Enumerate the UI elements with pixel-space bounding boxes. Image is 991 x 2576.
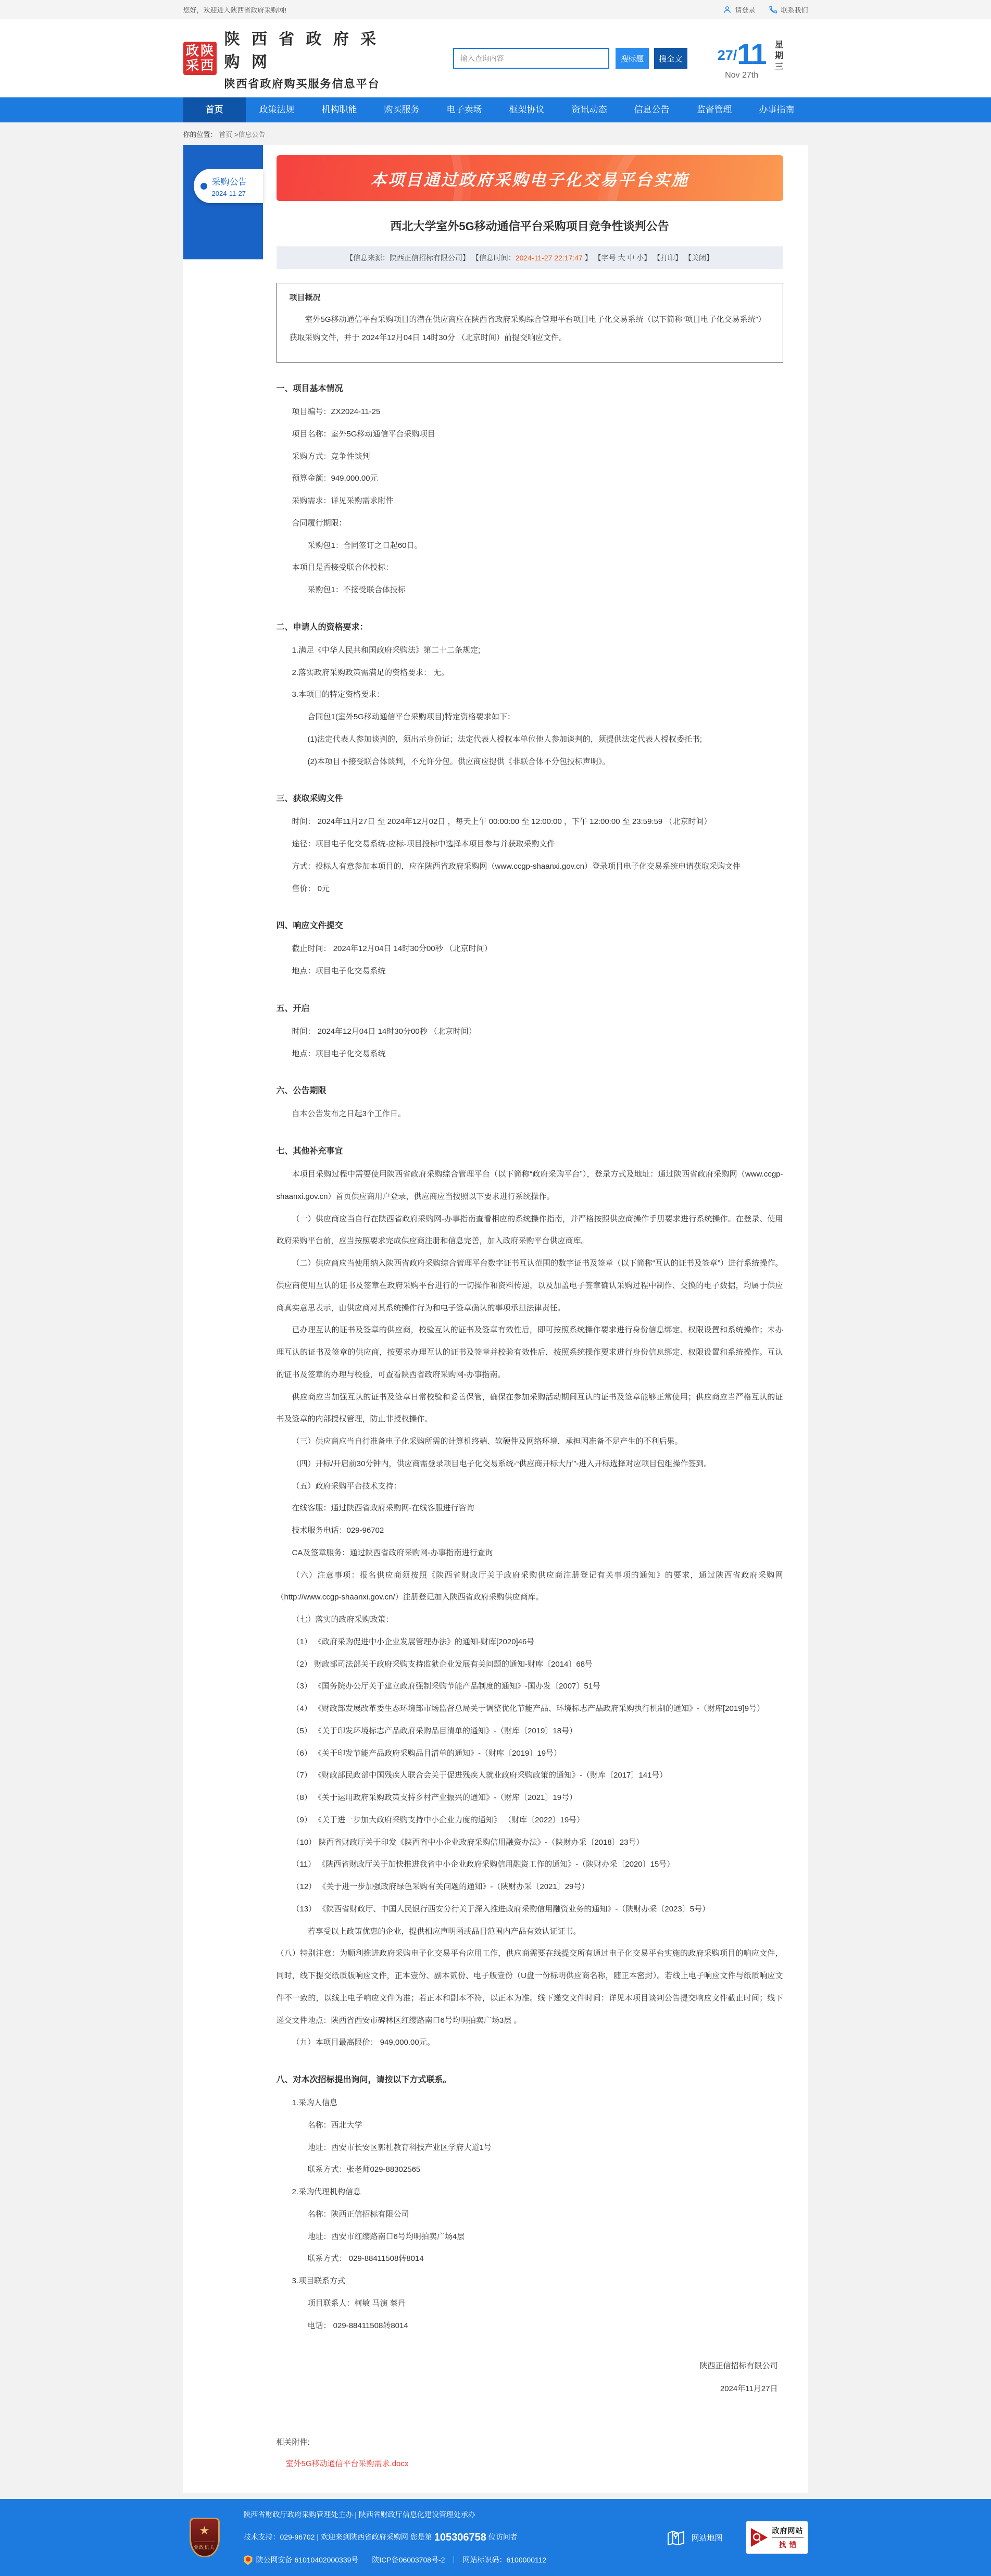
section-paragraph: （4） 《财政部发展改革委生态环境部市场监督总局关于调整优化节能产品、环境标志产品政府采购执行机制的通知》-（财库[2019]9号） xyxy=(292,1704,765,1713)
section-paragraph: （7） 《财政部民政部中国残疾人联合会关于促进残疾人就业政府采购政策的通知》-（财库〔2017〕141号） xyxy=(292,1771,668,1780)
search-title-button[interactable]: 搜标题 xyxy=(616,48,649,69)
section-paragraph: 1.满足《中华人民共和国政府采购法》第二十二条规定; xyxy=(292,645,481,655)
signature-block xyxy=(277,2355,783,2400)
section-paragraph: （9） 《关于进一步加大政府采购支持中小企业力度的通知》 （财库〔2022〕19号） xyxy=(292,1815,585,1824)
date-day: 27/ xyxy=(717,47,737,63)
font-size-control[interactable]: 【字号 大 中 小】 xyxy=(594,254,651,262)
section-paragraph: （5） 《关于印发环境标志产品政府采购品目清单的通知》-（财库〔2019〕18号） xyxy=(292,1726,578,1735)
section-paragraph: （四）开标/开启前30分钟内，供应商需登录项目电子化交易系统-“供应商开标大厅”-进入开标选择对应项目包组操作签到。 xyxy=(292,1459,712,1468)
meta-source: 【信息来源：陕西正信招标有限公司】 xyxy=(345,254,470,262)
section-paragraph: 名称：陕西正信招标有限公司 xyxy=(307,2209,409,2219)
section-paragraph: （11） 《陕西省财政厅关于加快推进我省中小企业政府采购信用融资工作的通知》-（陕财办采〔2020〕15号） xyxy=(292,1860,675,1869)
section-paragraph: 已办理互认的证书及签章的供应商，校验互认的证书及签章有效性后，即可按照系统操作要求进行身份信息绑定、权限设置和系统操作；未办理互认的证书及签章的供应商，按要求办理互认的证书及签章并校验有效性后，按照系统操作要求进行身份信息绑定、权限设置和系统操作。互认的证书及签章的办理与校验，可查看陕西省政府采购网-办事指南。 xyxy=(276,1325,783,1379)
section-heading-5: 五、开启 xyxy=(276,1004,310,1013)
icp-beian-number[interactable]: 陕ICP备06003708号-2 xyxy=(372,2555,445,2564)
section-paragraph: （3） 《国务院办公厅关于建立政府强制采购节能产品制度的通知》-国办发〔2007〕51号 xyxy=(292,1682,601,1691)
search-area xyxy=(453,48,687,69)
section-heading-6: 六、公告期限 xyxy=(276,1086,327,1096)
site-title: 陕 西 省 政 府 采 购 网 xyxy=(224,30,380,71)
section-paragraph: 1.采购人信息 xyxy=(292,2098,338,2107)
section-paragraph: 在线客服：通过陕西省政府采购网-在线客服进行咨询 xyxy=(292,1504,474,1513)
footer-organizer-line: 陕西省财政厅政府采购管理处主办 | 陕西省财政厅信息化建设管理处承办 xyxy=(243,2510,475,2519)
sidebar-menu xyxy=(183,145,263,259)
footer-beian-line: 陕公网安备 61010402000339号 陕ICP备06003708号-2 ｜ 网站标识码： 6100000112 xyxy=(244,2551,547,2570)
section-heading-4: 四、响应文件提交 xyxy=(276,921,343,931)
section-paragraph: （8） 《关于运用政府采购政策支持乡村产业振兴的通知》-（财库〔2021〕19号） xyxy=(292,1793,578,1802)
meta-time: 2024-11-27 22:17:47 xyxy=(515,254,583,262)
section-heading-3: 三、获取采购文件 xyxy=(276,794,343,804)
section-paragraph: 地点：项目电子化交易系统 xyxy=(292,967,386,976)
section-paragraph: CA及签章服务：通过陕西省政府采购网-办事指南进行查询 xyxy=(292,1548,493,1557)
section-paragraph: 项目联系人：柯敏 马演 蔡丹 xyxy=(307,2298,406,2308)
section-paragraph: 2.落实政府采购政策需满足的资格要求： 无。 xyxy=(292,668,449,677)
nav-item-4[interactable]: 电子卖场 xyxy=(446,105,482,115)
nav-item-1[interactable]: 政策法规 xyxy=(259,105,295,115)
nav-item-7[interactable]: 信息公告 xyxy=(634,105,670,115)
section-paragraph: 供应商应当加强互认的证书及签章日常校验和妥善保管，确保在参加采购活动期间互认的证书及签章能够正常使用；供应商应当严格互认的证书及签章的内部授权管理，防止非授权操作。 xyxy=(276,1392,783,1424)
section-heading-7: 七、其他补充事宜 xyxy=(276,1147,343,1156)
section-paragraph: 方式：投标人有意参加本项目的，应在陕西省政府采购网（www.ccgp-shaanxi.gov.cn）登录项目电子化交易系统申请获取采购文件 xyxy=(292,861,741,871)
phone-icon xyxy=(769,5,777,14)
site-subtitle: 陕西省政府购买服务信息平台 xyxy=(224,78,380,90)
section-paragraph: 本项目采购过程中需要使用陕西省政府采购综合管理平台（以下简称“政府采购平台”），登录方式及地址：通过陕西省政府采购网（www.ccgp-shaanxi.gov.cn）首页供应商用户登录，供应商应当按照以下要求进行系统操作。 xyxy=(276,1170,783,1201)
nav-item-9[interactable]: 办事指南 xyxy=(759,105,795,115)
date-english: Nov 27th xyxy=(725,70,759,80)
badge-text-bottom: 找错 xyxy=(779,2540,800,2549)
platform-banner xyxy=(277,155,783,201)
site-code: 6100000112 xyxy=(506,2555,547,2564)
footer-info xyxy=(244,2506,547,2569)
nav-items xyxy=(183,97,808,122)
section-paragraph: （1） 《政府采购促进中小企业发展管理办法》的通知-财库[2020]46号 xyxy=(292,1637,535,1646)
attachments-block xyxy=(277,2436,783,2469)
section-paragraph: （13） 《陕西省财政厅、中国人民银行西安分行关于深入推进政府采购信用融资业务的通知》-（陕财办采〔2023〕5号） xyxy=(292,1904,710,1914)
section-paragraph: 合同履行期限： xyxy=(292,518,347,528)
sidebar-item-procurement-notice[interactable] xyxy=(194,169,263,203)
attachments-label: 相关附件: xyxy=(276,2438,310,2447)
section-paragraph: （七）落实的政府采购政策： xyxy=(292,1615,394,1624)
attachment-file-link[interactable]: 室外5G移动通信平台采购需求.docx xyxy=(285,2459,409,2469)
date-block xyxy=(718,37,808,80)
section-paragraph: 若享受以上政策优惠的企业，提供相应声明函或品目范围内产品有效认证证书。 xyxy=(307,1927,581,1936)
login-link[interactable]: 请登录 xyxy=(723,5,755,15)
overview-title: 项目概况 xyxy=(289,293,321,302)
section-paragraph: 采购需求：详见采购需求附件 xyxy=(292,496,394,505)
article xyxy=(263,145,808,2493)
section-paragraph: （12） 《关于进一步加强政府绿色采购有关问题的通知》-（陕财办采〔2021〕29号） xyxy=(292,1882,589,1891)
error-finder-icon xyxy=(750,2527,768,2548)
police-beian-number[interactable]: 陕公网安备 61010402000339号 xyxy=(256,2555,359,2564)
page-title: 西北大学室外5G移动通信平台采购项目竞争性谈判公告 xyxy=(390,220,669,233)
bullet-dot-icon xyxy=(200,183,207,190)
overview-text: 室外5G移动通信平台采购项目的潜在供应商应在陕西省政府采购综合管理平台项目电子化交易系统（以下简称“项目电子化交易系统”）获取采购文件，并于 2024年12月04日 14时30分 （北京时间）前提交响应文件。 xyxy=(289,315,766,342)
site-code-label: 网站标识码： xyxy=(462,2555,507,2564)
project-overview-box xyxy=(277,283,783,363)
gov-site-error-badge[interactable] xyxy=(746,2521,808,2554)
sidebar xyxy=(183,145,263,2493)
section-paragraph: 时间： 2024年11月27日 至 2024年12月02日 ，每天上午 00:00:00 至 12:00:00 ，下午 12:00:00 至 23:59:59 （北京时间） xyxy=(292,817,712,827)
print-button[interactable]: 【打印】 xyxy=(653,254,683,262)
meta-time-prefix: 【信息时间： xyxy=(471,254,516,262)
section-paragraph: （九）本项目最高限价： 949,000.00元。 xyxy=(292,2038,435,2047)
site-footer xyxy=(0,2499,991,2576)
section-paragraph: (2)本项目不接受联合体谈判，不允许分包。供应商应提供《非联合体不分包投标声明》。 xyxy=(307,757,610,766)
nav-item-3[interactable]: 购买服务 xyxy=(384,105,420,115)
search-input[interactable] xyxy=(453,48,609,69)
section-paragraph: 本项目是否接受联合体投标： xyxy=(292,563,394,572)
section-paragraph: 2.采购代理机构信息 xyxy=(292,2187,361,2196)
section-paragraph: 采购包1：合同签订之日起60日。 xyxy=(307,541,422,550)
welcome-text: 您好，欢迎进入陕西省政府采购网! xyxy=(183,6,287,14)
signature-company: 陕西正信招标有限公司 xyxy=(699,2361,778,2371)
article-meta-bar xyxy=(277,246,783,269)
map-icon xyxy=(667,2530,685,2545)
section-heading-1: 一、项目基本情况 xyxy=(276,384,343,393)
main-background xyxy=(0,122,991,2499)
section-paragraph: 售价： 0元 xyxy=(292,884,330,893)
breadcrumb-home-link[interactable]: 首页 xyxy=(219,131,233,139)
date-weekday: 星期三 xyxy=(773,40,783,73)
contact-link[interactable]: 联系我们 xyxy=(769,5,808,15)
section-paragraph: （6） 《关于印发节能产品政府采购品目清单的通知》-（财库〔2019〕19号） xyxy=(292,1748,562,1758)
breadcrumb-current[interactable]: >信息公告 xyxy=(234,131,266,139)
nav-item-2[interactable]: 机构职能 xyxy=(321,105,357,115)
section-paragraph: 预算金额：949,000.00元 xyxy=(292,474,378,483)
section-paragraph: 3.本项目的特定资格要求： xyxy=(292,690,385,699)
sitemap-link[interactable]: 网站地图 xyxy=(667,2530,722,2545)
section-paragraph: 截止时间： 2024年12月04日 14时30分00秒 （北京时间） xyxy=(292,944,492,954)
section-paragraph: （三）供应商应当自行准备电子化采购所需的计算机终端、软硬件及网络环境，承担因准备不足产生的不利后果。 xyxy=(292,1437,683,1446)
logo-seal-icon: 政 陕 采 西 xyxy=(183,42,217,75)
section-paragraph: 联系方式：张老师029-88302565 xyxy=(307,2165,421,2174)
section-paragraph: 地点：项目电子化交易系统 xyxy=(292,1049,386,1058)
sidebar-item-label: 采购公告 xyxy=(211,177,247,187)
section-paragraph: （2） 财政部司法部关于政府采购支持监狱企业发展有关问题的通知-财库〔2014〕68号 xyxy=(292,1659,593,1669)
section-paragraph: （二）供应商应当使用纳入陕西省政府采购综合管理平台数字证书互认范围的数字证书及签章（以下简称“互认的证书及签章”）进行系统操作。供应商使用互认的证书及签章在政府采购平台进行的一切操作和资料传递，以及加盖电子签章确认采购过程中制作、交换的电子数据，均属于供应商真实意思表示，由供应商对其系统操作行为和电子签章确认的事项承担法律责任。 xyxy=(276,1259,783,1312)
section-paragraph: (1)法定代表人参加谈判的，须出示身份证；法定代表人授权本单位他人参加谈判的，须提供法定代表人授权委托书; xyxy=(307,734,703,744)
section-heading-8: 八、对本次招标提出询问，请按以下方式联系。 xyxy=(276,2075,451,2084)
section-paragraph: 自本公告发布之日起3个工作日。 xyxy=(292,1109,406,1119)
content-card xyxy=(183,145,808,2493)
section-paragraph: 项目编号：ZX2024-11-25 xyxy=(292,407,381,416)
section-paragraph: 地址：西安市长安区郭杜教育科技产业区学府大道1号 xyxy=(307,2143,492,2152)
main-nav xyxy=(0,97,991,122)
date-month: 11 xyxy=(737,37,766,70)
user-icon xyxy=(723,5,732,14)
meta-time-suffix: 】 xyxy=(582,254,592,262)
section-paragraph: 项目名称：室外5G移动通信平台采购项目 xyxy=(292,429,435,439)
section-paragraph: （五）政府采购平台技术支持： xyxy=(292,1481,402,1491)
nav-item-8[interactable]: 监督管理 xyxy=(696,105,732,115)
section-paragraph: 技术服务电话：029-96702 xyxy=(292,1526,384,1535)
footer-support-line: 技术支持：029-96702 | 欢迎来到陕西省政府采购网 您是第 105306758 位访问者 xyxy=(244,2524,547,2551)
section-paragraph: 合同包1(室外5G移动通信平台采购项目)特定资格要求如下： xyxy=(307,712,515,721)
section-paragraph: 3.项目联系方式 xyxy=(292,2277,346,2285)
section-paragraph: 途径：项目电子化交易系统-应标-项目投标中选择本项目参与并获取采购文件 xyxy=(292,840,555,848)
section-paragraph: （10） 陕西省财政厅关于印发《陕西省中小企业政府采购信用融资办法》-（陕财办采〔2018〕23号） xyxy=(292,1837,644,1847)
government-emblem-icon: ★ 党政机关 xyxy=(190,2518,220,2557)
section-paragraph: 地址：西安市红缨路南口6号均明拍卖广场4层 xyxy=(307,2232,465,2241)
site-logo[interactable] xyxy=(183,26,405,91)
section-paragraph: （一）供应商应当自行在陕西省政府采购网-办事指南查看相应的系统操作指南，并严格按照供应商操作手册要求进行系统操作。在登录、使用政府采购平台前，应当按照要求完成供应商注册和信息完善，加入政府采购平台供应商库。 xyxy=(276,1214,783,1246)
section-paragraph: 电话： 029-88411508转8014 xyxy=(307,2321,408,2330)
signature-date: 2024年11月27日 xyxy=(720,2384,778,2393)
search-fulltext-button[interactable]: 搜全文 xyxy=(654,48,687,69)
section-paragraph: 采购方式：竞争性谈判 xyxy=(292,452,370,461)
site-header xyxy=(0,19,991,97)
section-paragraph: 联系方式： 029-88411508转8014 xyxy=(307,2254,424,2264)
section-heading-2: 二、申请人的资格要求： xyxy=(276,622,368,632)
section-paragraph: 名称：西北大学 xyxy=(307,2120,362,2130)
emblem-star-icon: ★ xyxy=(199,2523,210,2537)
sidebar-item-date: 2024-11-27 xyxy=(211,190,246,197)
banner-text: 本项目通过政府采购电子化交易平台实施 xyxy=(370,170,689,189)
breadcrumb-label: 你的位置： xyxy=(183,131,217,139)
nav-item-0[interactable]: 首页 xyxy=(183,97,246,122)
close-button[interactable]: 【关闭】 xyxy=(684,254,714,262)
section-paragraph: （六）注意事项：报名供应商须按照《陕西省财政厅关于政府采购供应商注册登记有关事项的通知》的要求，通过陕西省政府采购网（http://www.ccgp-shaanxi.gov.cn/）注册登记加入陕西省政府采购供应商库。 xyxy=(276,1570,783,1602)
breadcrumb xyxy=(183,122,808,145)
police-badge-icon xyxy=(244,2555,253,2565)
section-paragraph: （八）特别注意：为顺利推进政府采购电子化交易平台应用工作，供应商需要在线提交所有通过电子化交易平台实施的政府采购项目的响应文件，同时，线下提交纸质版响应文件，正本壹份、副本贰份、电子版壹份（U盘一份标明供应商名称，随正本密封）。若线上电子响应文件与纸质响应文件不一致的，以线上电子响应文件为准；若正本和副本不符，以正本为准。线下递交文件时间：详见本项目谈判公告提交响应文件截止时间；线下递交文件地点：陕西省西安市碑林区红缨路南口6号均明拍卖广场3层 。 xyxy=(276,1949,783,2025)
badge-text-top: 政府网站 xyxy=(772,2525,804,2538)
nav-item-6[interactable]: 资讯动态 xyxy=(571,105,607,115)
section-paragraph: 时间： 2024年12月04日 14时30分00秒 （北京时间） xyxy=(292,1027,476,1036)
nav-item-5[interactable]: 框架协议 xyxy=(509,105,545,115)
top-bar xyxy=(0,0,991,19)
article-sections xyxy=(277,382,783,2337)
section-paragraph: 采购包1：不接受联合体投标 xyxy=(307,585,406,594)
visitor-count: 105306758 xyxy=(434,2531,486,2543)
